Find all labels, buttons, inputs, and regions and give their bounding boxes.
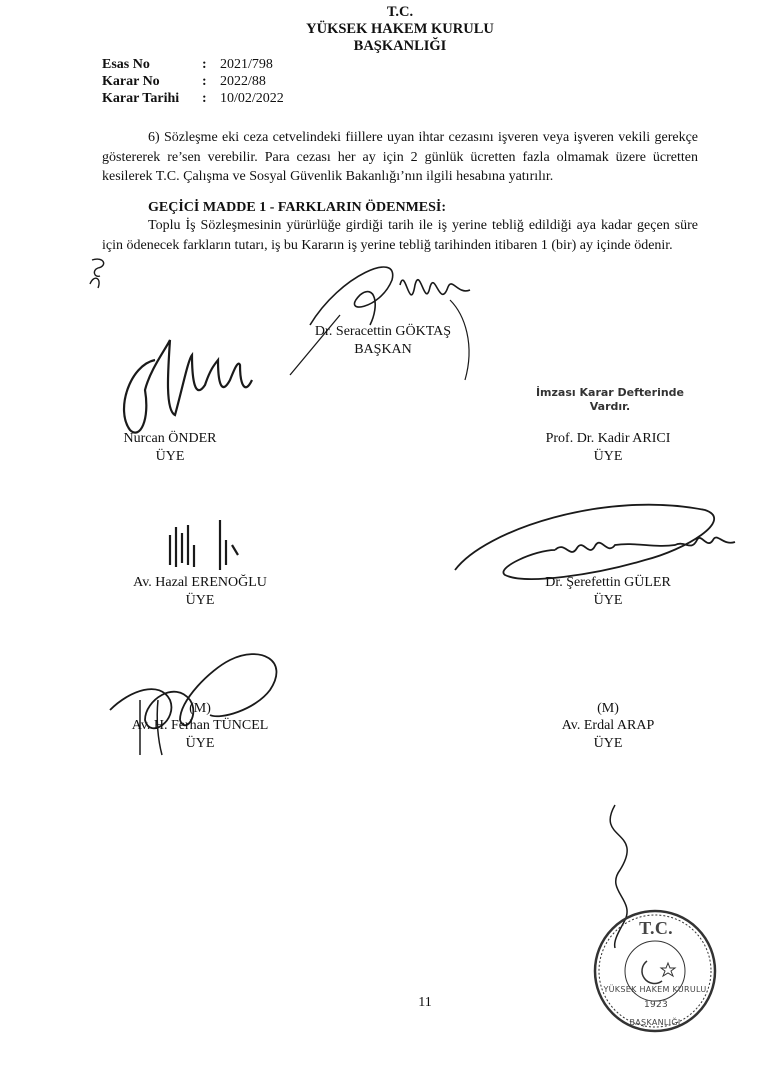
meta-row-karar: [102, 73, 402, 90]
page-number: 11: [418, 995, 432, 1010]
paragraph-6: [102, 128, 698, 187]
meta-colon: :: [202, 91, 207, 106]
member2-name: Prof. Dr. Kadir ARICI: [545, 431, 671, 446]
stamp-ring-upper: YÜKSEK HAKEM KURULU: [603, 985, 707, 994]
meta-key: Karar No: [102, 74, 160, 89]
meta-row-tarih: [102, 90, 402, 107]
margin-initial-signature: [84, 254, 124, 294]
meta-value: 10/02/2022: [220, 91, 284, 106]
meta-row-esas: [102, 56, 402, 73]
member6-name: Av. Erdal ARAP: [561, 718, 655, 733]
header-institution: YÜKSEK HAKEM KURULU: [306, 21, 494, 37]
member4-role: ÜYE: [593, 593, 623, 608]
member2-note: İmzası Karar Defterinde Vardır.: [535, 386, 685, 413]
member1-role: ÜYE: [155, 449, 185, 464]
meta-colon: :: [202, 57, 207, 72]
member6-role: ÜYE: [593, 736, 623, 751]
meta-value: 2021/798: [220, 57, 273, 72]
header-tc: T.C.: [386, 4, 414, 20]
meta-colon: :: [202, 74, 207, 89]
section-paragraph: [102, 216, 698, 255]
member5-role: ÜYE: [185, 736, 215, 751]
member5-mark: (M): [189, 701, 211, 716]
stamp-year: 1923: [643, 1000, 669, 1010]
member3-name: Av. Hazal ERENOĞLU: [133, 575, 267, 590]
member1-name: Nurcan ÖNDER: [123, 431, 217, 446]
section-title: GEÇİCİ MADDE 1 - FARKLARIN ÖDENMESİ:: [148, 200, 447, 215]
meta-value: 2022/88: [220, 74, 266, 89]
chair-signature: [280, 255, 480, 385]
case-meta: [102, 56, 402, 110]
member6-mark: (M): [597, 701, 619, 716]
member5-name: Av. H. Ferhan TÜNCEL: [131, 718, 269, 733]
paragraph-6-text: 6) Sözleşme eki ceza cetvelindeki fiillere uyan ihtar cezasını işveren veya işveren vekili gerekçe göstererek re’sen verebilir. Para cezası her ay için 2 günlük ücretten fazla olmamak üzere ücretten kesilerek T.C. Çalışma ve Sosyal Güvenlik Bakanlığı’nın ilgili hesabına yatırılır.: [102, 130, 698, 184]
member2-role: ÜYE: [593, 449, 623, 464]
stamp-top-text: T.C.: [639, 918, 673, 938]
stamp-ring-lower: BAŞKANLIĞI: [629, 1018, 681, 1027]
member4-name: Dr. Şerefettin GÜLER: [545, 575, 671, 590]
meta-key: Esas No: [102, 57, 150, 72]
header-presidency: BAŞKANLIĞI: [353, 38, 447, 54]
chair-name: Dr. Seracettin GÖKTAŞ: [314, 324, 452, 339]
member3-role: ÜYE: [185, 593, 215, 608]
chair-role: BAŞKAN: [354, 342, 412, 357]
section-text: Toplu İş Sözleşmesinin yürürlüğe girdiği tarih ile iş yerine tebliğ edildiği aya kadar geçen süre için ödenecek farkların tutarı, iş bu Kararın iş yerine tebliğ tarihinden itibaren 1 (bir) ay içinde ödenir.: [102, 218, 698, 253]
member1-signature: [110, 330, 270, 445]
meta-key: Karar Tarihi: [102, 91, 180, 106]
member3-signature: [160, 515, 250, 575]
